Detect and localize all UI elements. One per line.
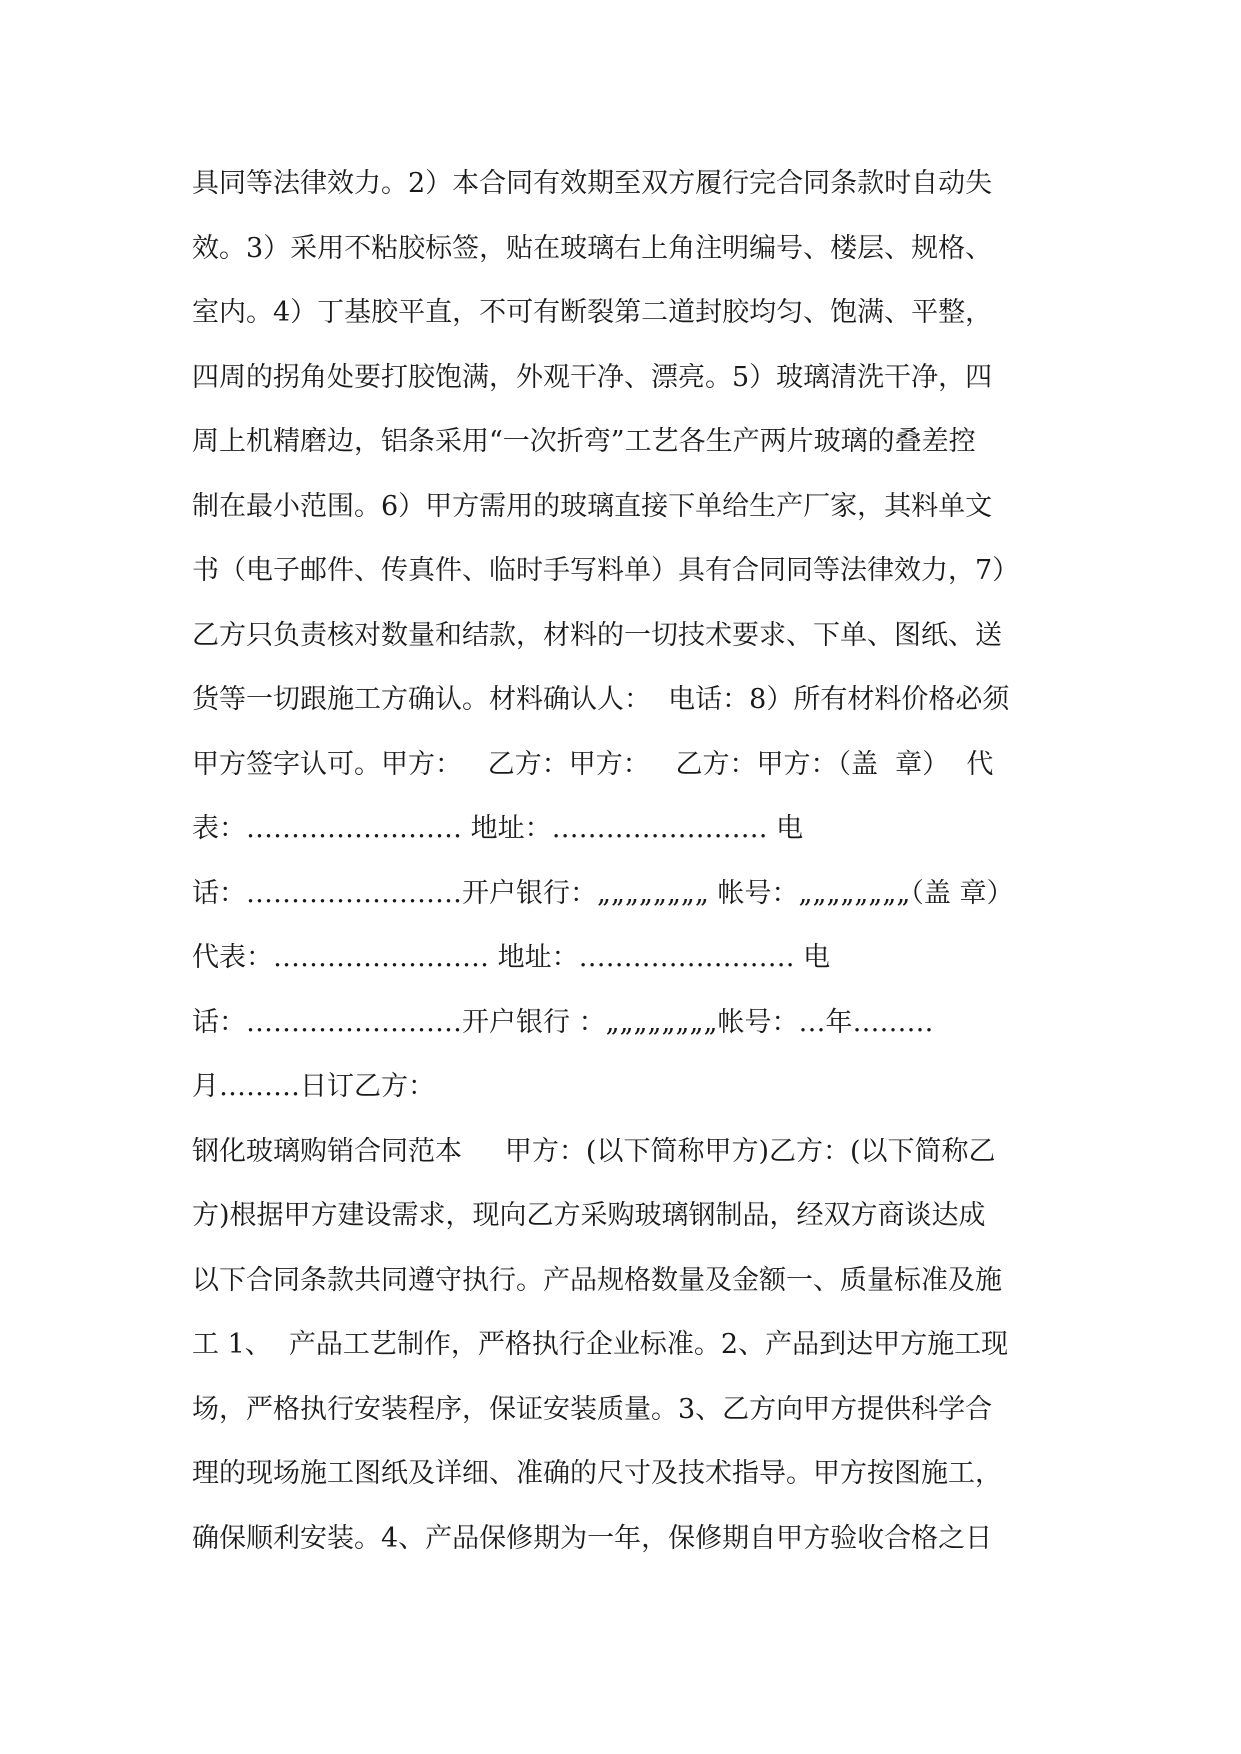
- text-line: 场，严格执行安装程序，保证安装质量。3、乙方向甲方提供科学合: [192, 1393, 993, 1425]
- text-line: 具同等法律效力。2）本合同有效期至双方履行完合同条款时自动失: [192, 168, 993, 199]
- section-title-line: 钢化玻璃购销合同范本 甲方：(以下简称甲方)乙方：(以下简称乙: [192, 1135, 996, 1167]
- text-line: 话：……………………开户银行 ：„„„„„„„„帐号：…年………: [192, 1006, 934, 1038]
- text-line: 话：……………………开户银行：„„„„„„„„ 帐号：„„„„„„„„（盖 章）: [192, 877, 1014, 909]
- text-line: 甲方签字认可。甲方： 乙方：甲方： 乙方：甲方：（盖 章） 代: [192, 748, 994, 780]
- text-line: 书（电子邮件、传真件、临时手写料单）具有合同同等法律效力，7）: [192, 555, 1020, 586]
- text-line: 工 1、 产品工艺制作，严格执行企业标准。2、产品到达甲方施工现: [192, 1329, 1009, 1360]
- text-line: 确保顺利安装。4、产品保修期为一年，保修期自甲方验收合格之日: [192, 1522, 993, 1554]
- text-line: 理的现场施工图纸及详细、准确的尺寸及技术指导。甲方按图施工，: [192, 1458, 1002, 1489]
- text-line: 乙方只负责核对数量和结款，材料的一切技术要求、下单、图纸、送: [192, 619, 1002, 651]
- text-line: 以下合同条款共同遵守执行。产品规格数量及金额一、质量标准及施: [192, 1264, 1002, 1296]
- text-line: 四周的拐角处要打胶饱满，外观干净、漂亮。5）玻璃清洗干净，四: [192, 361, 993, 393]
- text-line: 表：…………………… 地址：…………………… 电: [192, 813, 804, 844]
- text-line: 方)根据甲方建设需求，现向乙方采购玻璃钢制品，经双方商谈达成: [192, 1200, 986, 1231]
- text-line: 货等一切跟施工方确认。材料确认人： 电话：8）所有材料价格必须: [192, 684, 1010, 715]
- text-line: 效。3）采用不粘胶标签，贴在玻璃右上角注明编号、楼层、规格、: [192, 232, 993, 264]
- text-line: 周上机精磨边，铝条采用“一次折弯”工艺各生产两片玻璃的叠差控: [192, 426, 976, 457]
- text-line: 代表：…………………… 地址：…………………… 电: [192, 942, 831, 973]
- text-line: 室内。4）丁基胶平直，不可有断裂第二道封胶均匀、饱满、平整，: [192, 297, 993, 328]
- contract-body-text: [192, 152, 1072, 1571]
- text-line: 月………日订乙方：: [192, 1071, 435, 1102]
- text-line: 制在最小范围。6）甲方需用的玻璃直接下单给生产厂家，其料单文: [192, 490, 993, 522]
